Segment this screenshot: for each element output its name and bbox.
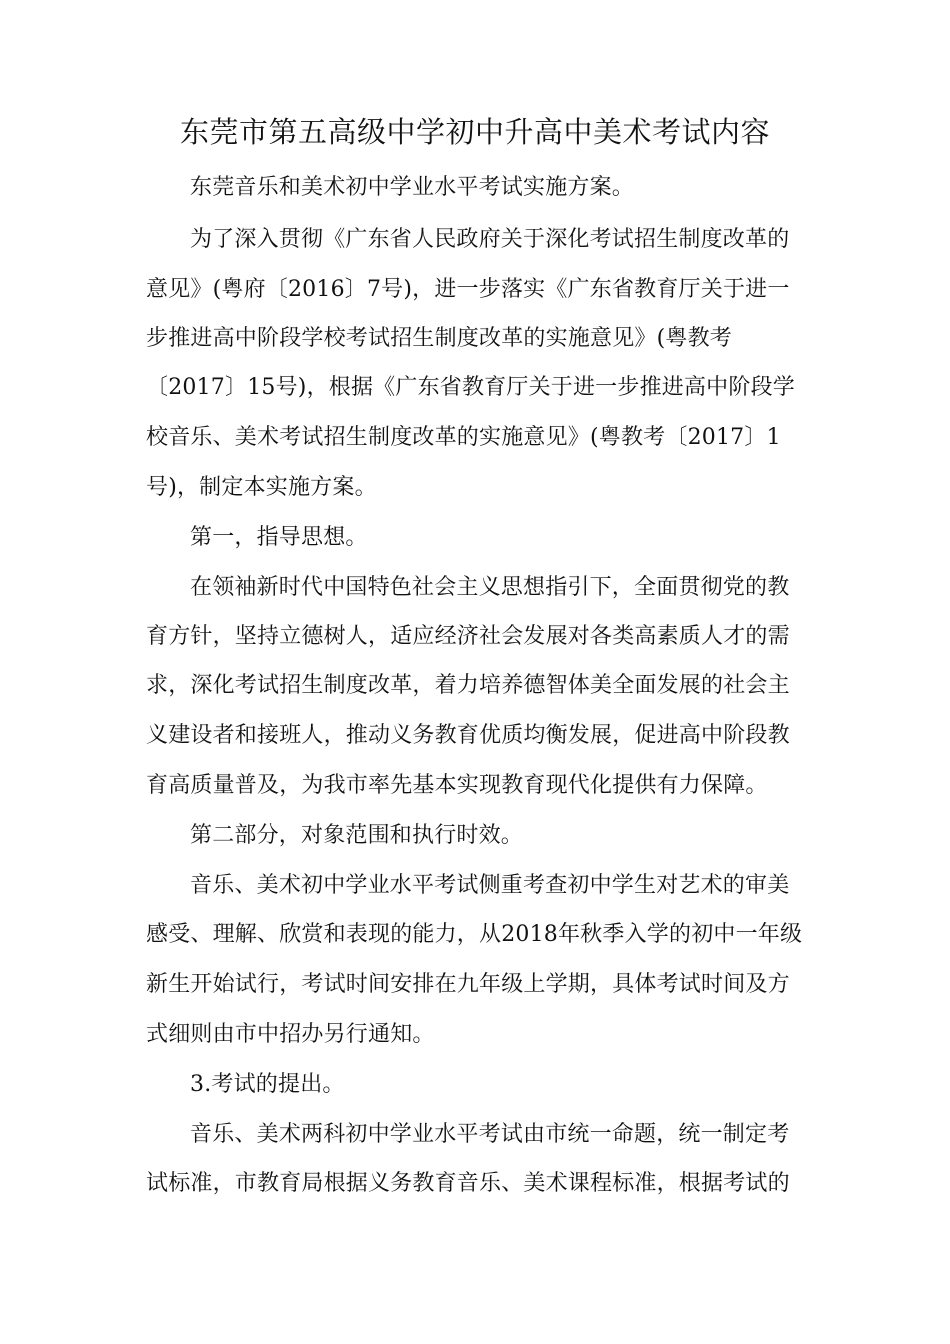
paragraph-line: 音乐、美术初中学业水平考试侧重考查初中学生对艺术的审美 xyxy=(190,873,790,898)
paragraph-line: 在领袖新时代中国特色社会主义思想指引下，全面贯彻党的教 xyxy=(190,575,790,600)
paragraph-line: 育方针，坚持立德树人，适应经济社会发展对各类高素质人才的需 xyxy=(146,624,790,649)
section-heading: 3.考试的提出。 xyxy=(190,1072,345,1097)
paragraph-line: 步推进高中阶段学校考试招生制度改革的实施意见》(粤教考 xyxy=(146,326,732,351)
paragraph-line: 〔2017〕15号)，根据《广东省教育厅关于进一步推进高中阶段学 xyxy=(146,375,795,400)
section-heading: 第一，指导思想。 xyxy=(190,525,368,550)
paragraph-line: 意见》(粤府〔2016〕7号)，进一步落实《广东省教育厅关于进一 xyxy=(146,277,790,302)
document-title: 东莞市第五高级中学初中升高中美术考试内容 xyxy=(179,115,770,149)
paragraph-line: 求，深化考试招生制度改革，着力培养德智体美全面发展的社会主 xyxy=(146,673,790,698)
paragraph-line: 校音乐、美术考试招生制度改革的实施意见》(粤教考〔2017〕1 xyxy=(146,425,781,450)
paragraph-line: 音乐、美术两科初中学业水平考试由市统一命题，统一制定考 xyxy=(190,1122,790,1147)
paragraph-line: 东莞音乐和美术初中学业水平考试实施方案。 xyxy=(190,175,635,200)
paragraph-line: 号)，制定本实施方案。 xyxy=(146,475,377,500)
paragraph-line: 义建设者和接班人，推动义务教育优质均衡发展，促进高中阶段教 xyxy=(146,723,790,748)
paragraph-line: 试标准，市教育局根据义务教育音乐、美术课程标准，根据考试的 xyxy=(146,1171,790,1196)
paragraph-line: 式细则由市中招办另行通知。 xyxy=(146,1022,435,1047)
paragraph-line: 育高质量普及，为我市率先基本实现教育现代化提供有力保障。 xyxy=(146,773,768,798)
section-heading: 第二部分，对象范围和执行时效。 xyxy=(190,823,524,848)
paragraph-line: 感受、理解、欣赏和表现的能力，从2018年秋季入学的初中一年级 xyxy=(146,922,803,947)
paragraph-line: 为了深入贯彻《广东省人民政府关于深化考试招生制度改革的 xyxy=(190,227,790,252)
paragraph-line: 新生开始试行，考试时间安排在九年级上学期，具体考试时间及方 xyxy=(146,972,790,997)
